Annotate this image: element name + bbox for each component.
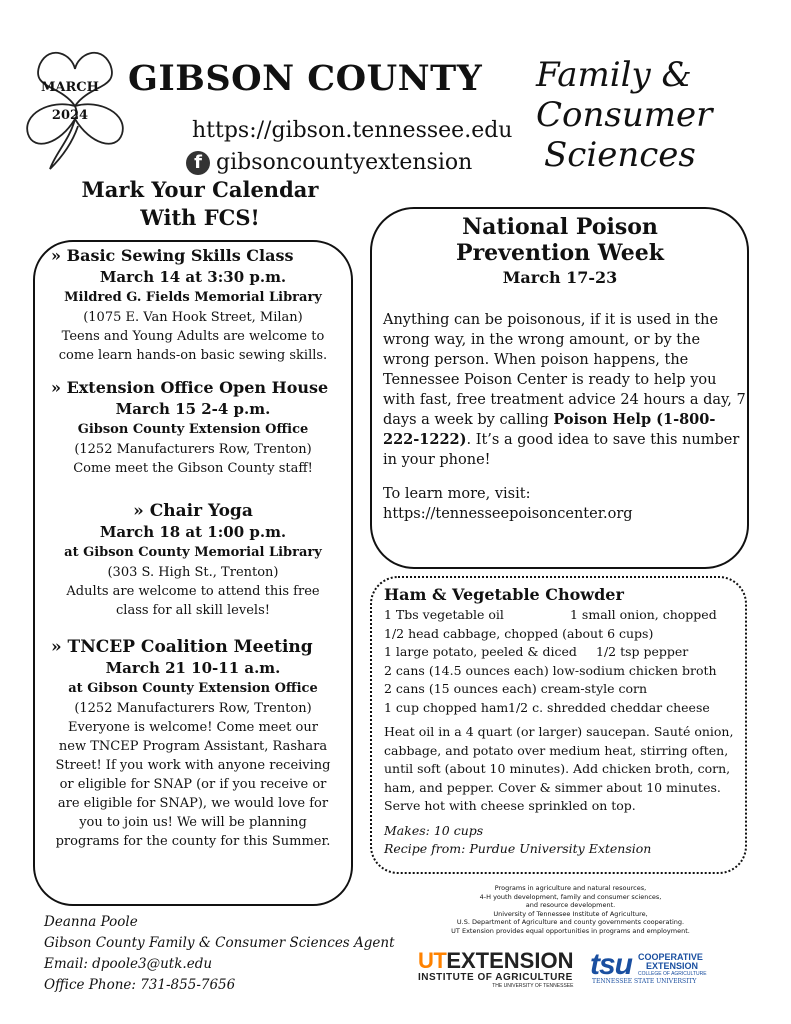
- ut-logo-extension: EXTENSION: [446, 948, 574, 973]
- event-title: » Chair Yoga: [133, 501, 253, 521]
- event-desc: you to join us! We will be planning: [79, 815, 307, 830]
- event-location: Mildred G. Fields Memorial Library: [64, 290, 322, 305]
- ingredient-row: [384, 643, 744, 662]
- event-desc: or eligible for SNAP (or if you receive or: [59, 777, 327, 792]
- ut-logo-institute: INSTITUTE OF AGRICULTURE: [418, 972, 573, 983]
- poison-center-link[interactable]: https://tennesseepoisoncenter.org: [383, 506, 633, 522]
- ingredient: 1 cup chopped ham: [384, 699, 509, 715]
- facebook-icon: f: [186, 151, 210, 175]
- recipe-yield: Makes: 10 cups: [384, 823, 484, 838]
- ingredient-row: [384, 606, 744, 625]
- poison-body: [383, 310, 748, 470]
- poison-more: [383, 484, 743, 524]
- calendar-heading: [40, 176, 360, 232]
- event-date: March 15 2-4 p.m.: [115, 400, 271, 418]
- month-label: MARCH: [41, 80, 99, 95]
- event-desc: new TNCEP Program Assistant, Rashara: [58, 739, 328, 754]
- event-desc: Adults are welcome to attend this free: [66, 584, 320, 599]
- ingredient: 2 cans (15 ounces each) cream-style corn: [384, 681, 648, 696]
- tsu-logo-college: COLLEGE OF AGRICULTURE: [638, 971, 707, 977]
- disclaimer-line: and resource development.: [525, 901, 616, 909]
- event-desc: Come meet the Gibson County staff!: [73, 461, 313, 476]
- agent-phone: Office Phone: 731-855-7656: [44, 977, 236, 993]
- event-desc: class for all skill levels!: [116, 603, 270, 618]
- event-desc: are eligible for SNAP), we would love for: [57, 796, 329, 811]
- event-location: Gibson County Extension Office: [77, 422, 309, 437]
- recipe-ingredients: [384, 606, 744, 717]
- event-title: » Extension Office Open House: [51, 378, 329, 397]
- event-location: at Gibson County Extension Office: [68, 681, 318, 696]
- facebook-link[interactable]: [186, 150, 472, 175]
- event-date: March 21 10-11 a.m.: [105, 659, 281, 677]
- tsu-extension-logo: [590, 948, 707, 982]
- disclaimer: [408, 884, 733, 935]
- fcs-line-3: Sciences: [544, 135, 696, 175]
- agent-contact: [44, 912, 395, 996]
- ingredient-row: [384, 625, 744, 644]
- tsu-logo-coop: COOPERATIVE: [638, 952, 703, 962]
- recipe-steps: Heat oil in a 4 quart (or larger) saucepan. Sauté onion, cabbage, and potato over medium heat, stirring often, until soft (about 10 minutes). Add chicken broth, corn, ham, and pepper. Cover & simmer about 10 minutes. Serve hot with cheese sprinkled on top.: [384, 724, 734, 813]
- page-title: GIBSON COUNTY: [128, 58, 483, 99]
- event-desc: programs for the county for this Summer.: [55, 834, 331, 849]
- poison-heading: [370, 214, 750, 266]
- ut-logo-ut: UT: [418, 948, 447, 973]
- ingredient: 1 large potato, peeled & diced: [384, 644, 577, 659]
- event-open-house: [33, 377, 353, 478]
- event-desc: (1075 E. Van Hook Street, Milan): [83, 310, 303, 325]
- poison-heading-line-1: National Poison: [462, 214, 658, 240]
- disclaimer-line: U.S. Department of Agriculture and county governments cooperating.: [456, 918, 685, 926]
- event-title: » Basic Sewing Skills Class: [51, 246, 294, 265]
- date-badge: [30, 74, 110, 130]
- event-date: March 18 at 1:00 p.m.: [99, 523, 287, 541]
- ingredient: 1/2 c. shredded cheddar cheese: [508, 699, 710, 715]
- ingredient-row: [384, 662, 744, 681]
- calendar-heading-line-1: Mark Your Calendar: [81, 177, 319, 202]
- event-desc: (1252 Manufacturers Row, Trenton): [74, 442, 312, 457]
- event-desc: Everyone is welcome! Come meet our: [68, 720, 318, 735]
- event-location: at Gibson County Memorial Library: [64, 545, 322, 560]
- fcs-logo-text: [536, 55, 712, 175]
- ingredient: 2 cans (14.5 ounces each) low-sodium chicken broth: [384, 662, 717, 678]
- ut-logo-university: THE UNIVERSITY OF TENNESSEE: [492, 983, 574, 989]
- poison-body-text: Anything can be poisonous, if it is used in the wrong way, in the wrong amount, or by the wrong person. When poison happens, the Tennessee Poison Center is ready to help you with fast, free treatment advice 24 hours a day, 7 days a week by calling: [383, 312, 746, 428]
- event-chair-yoga: [33, 500, 353, 620]
- event-desc: Street! If you work with anyone receiving: [55, 758, 331, 773]
- fcs-line-1: Family &: [536, 55, 692, 95]
- recipe-title: Ham & Vegetable Chowder: [384, 585, 624, 604]
- ingredient: 1 Tbs vegetable oil: [384, 607, 504, 622]
- event-sewing: [33, 245, 353, 365]
- recipe-source: Recipe from: Purdue University Extension: [384, 841, 652, 856]
- tsu-logo-mark: tsu: [590, 948, 632, 981]
- ingredient: 1/2 head cabbage, chopped (about 6 cups): [384, 625, 654, 641]
- agent-title: Gibson County Family & Consumer Sciences Agent: [44, 935, 395, 951]
- tsu-logo-extension: EXTENSION: [646, 961, 699, 971]
- event-date: March 14 at 3:30 p.m.: [99, 268, 287, 286]
- poison-help-number: Poison Help (1-800-222-1222): [383, 411, 716, 448]
- poison-more-label: To learn more, visit:: [383, 486, 531, 502]
- year-label: 2024: [51, 108, 89, 123]
- ingredient: 1/2 tsp pepper: [596, 644, 689, 659]
- recipe-meta: [384, 822, 651, 858]
- disclaimer-line: UT Extension provides equal opportunities in programs and employment.: [451, 926, 690, 935]
- event-desc: Teens and Young Adults are welcome to: [61, 329, 325, 344]
- event-desc: (303 S. High St., Trenton): [107, 565, 279, 580]
- website-link[interactable]: https://gibson.tennessee.edu: [192, 118, 513, 143]
- fcs-line-2: Consumer: [536, 95, 713, 135]
- ut-extension-logo: [418, 948, 573, 989]
- ingredient-row: [384, 680, 744, 699]
- ingredient: 1 small onion, chopped: [570, 607, 717, 622]
- agent-name: Deanna Poole: [44, 914, 138, 930]
- poison-date: March 17-23: [502, 268, 618, 287]
- tsu-logo-university: TENNESSEE STATE UNIVERSITY: [592, 978, 697, 985]
- event-desc: come learn hands-on basic sewing skills.: [58, 348, 328, 363]
- facebook-handle: gibsoncountyextension: [216, 150, 473, 175]
- calendar-heading-line-2: With FCS!: [140, 205, 260, 230]
- ingredient-row: [384, 699, 744, 718]
- disclaimer-line: 4-H youth development, family and consumer sciences,: [479, 892, 662, 901]
- disclaimer-line: Programs in agriculture and natural resources,: [494, 884, 647, 892]
- event-desc: (1252 Manufacturers Row, Trenton): [74, 701, 312, 716]
- agent-email[interactable]: Email: dpoole3@utk.edu: [44, 956, 213, 972]
- disclaimer-line: University of Tennessee Institute of Agriculture,: [493, 909, 648, 918]
- event-tncep: [33, 636, 353, 851]
- poison-body-text-end: . It’s a good idea to save this number in your phone!: [383, 432, 740, 468]
- poison-heading-line-2: Prevention Week: [456, 240, 664, 266]
- event-title: » TNCEP Coalition Meeting: [51, 637, 313, 657]
